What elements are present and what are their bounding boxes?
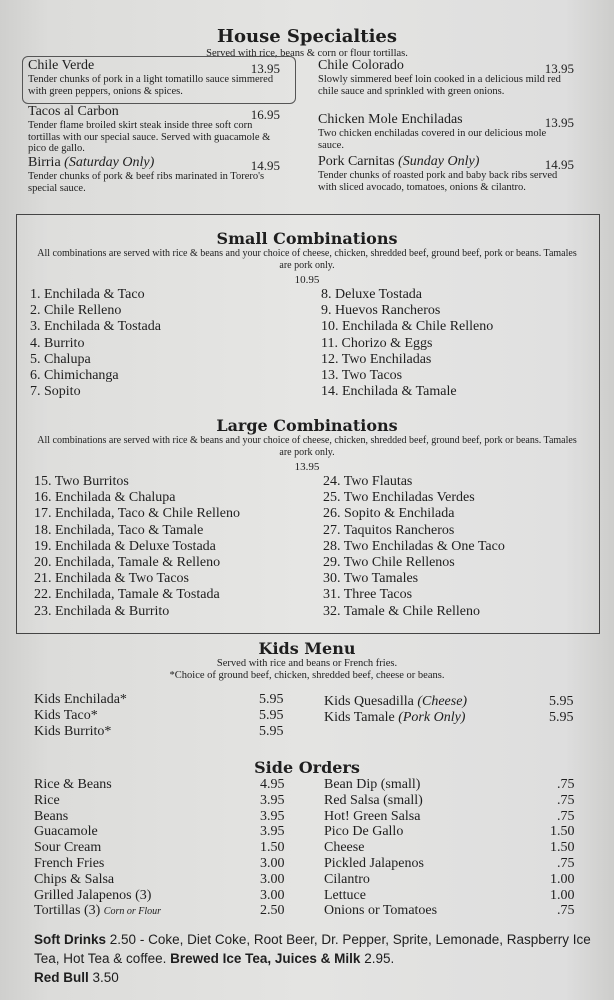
list-item: 18. Enchilada, Taco & Tamale [34, 522, 204, 538]
list-item [324, 809, 584, 825]
list-item: 17. Enchilada, Taco & Chile Relleno [34, 506, 240, 522]
item-price: 1.00 [550, 887, 575, 903]
list-item [324, 856, 584, 872]
item-name [28, 155, 280, 171]
item-name: Tacos al Carbon [28, 104, 119, 119]
kids-menu-right-list [324, 694, 580, 726]
item-price: .75 [557, 808, 575, 824]
item-name: Kids Enchilada* [34, 692, 127, 707]
item-name: French Fries [34, 855, 105, 871]
item-name: Beans [34, 808, 69, 824]
brewed-tea-label: Brewed Ice Tea, Juices & Milk [170, 951, 361, 966]
item-name: Chile Verde [28, 58, 95, 73]
item-name-text: Birria [28, 155, 61, 170]
list-item: 25. Two Enchiladas Verdes [323, 490, 475, 506]
item-price: 2.50 [260, 903, 285, 919]
item-price: 3.95 [260, 792, 285, 808]
large-combinations-right-list [323, 474, 505, 620]
item-name: Chips & Salsa [34, 871, 115, 887]
item-price: .75 [557, 792, 575, 808]
list-item: 30. Two Tamales [323, 571, 419, 587]
large-combinations-price: 13.95 [294, 461, 320, 473]
item-price: 5.95 [549, 709, 574, 725]
soft-drinks-list: - Coke, Diet Coke, Root Beer, Dr. Pepper, Sprite, Lemonade, Raspberry Ice Tea, Hot Tea & coffee. [34, 932, 591, 966]
item-note: (Cheese) [417, 694, 468, 709]
item-name: Bean Dip (small) [324, 777, 421, 792]
item-price: 4.95 [260, 777, 285, 792]
item-price: 14.95 [250, 158, 280, 173]
list-item: 32. Tamale & Chile Relleno [323, 603, 481, 619]
list-item: 16. Enchilada & Chalupa [34, 490, 176, 506]
list-item [34, 888, 294, 904]
brewed-tea-price: 2.95. [364, 951, 395, 966]
small-combinations-description: All combinations are served with rice & beans and your choice of cheese, chicken, shredded beef, ground beef, pork or beans. Tamales are pork only. [37, 248, 577, 271]
item-description: Tender chunks of pork & beef ribs marinated in Torero's special sauce. [28, 171, 265, 194]
item-price: 3.95 [260, 824, 285, 840]
list-item: 13. Two Tacos [321, 368, 403, 384]
list-item: 4. Burrito [30, 335, 85, 351]
item-name: Rice [34, 792, 60, 808]
list-item [34, 903, 294, 920]
list-item: 23. Enchilada & Burrito [34, 603, 170, 619]
house-specialties-title: House Specialties [216, 26, 398, 47]
item-price: 1.50 [550, 824, 575, 840]
list-item: 31. Three Tacos [323, 587, 413, 603]
item-name: Rice & Beans [34, 777, 112, 792]
soft-drinks-label: Soft Drinks [34, 932, 107, 947]
list-item: 11. Chorizo & Eggs [321, 335, 433, 351]
list-item [324, 793, 584, 809]
list-item [34, 724, 286, 740]
item-price: .75 [557, 903, 575, 919]
list-item [324, 888, 584, 904]
list-item [34, 856, 294, 872]
list-item: 2. Chile Relleno [30, 303, 122, 319]
item-name-text: Pork Carnitas [318, 154, 395, 169]
list-item: 14. Enchilada & Tamale [321, 384, 457, 400]
menu-item-chile-colorado [318, 58, 574, 97]
list-item [34, 840, 294, 856]
item-price: 1.00 [550, 871, 575, 887]
list-item: 12. Two Enchiladas [321, 351, 432, 367]
kids-menu-left-list [34, 692, 286, 739]
item-name: Kids Taco* [34, 707, 98, 723]
item-name-note: (Sunday Only) [398, 154, 480, 169]
item-price: 5.95 [549, 694, 574, 709]
list-item: 29. Two Chile Rellenos [323, 555, 455, 571]
menu-item-chicken-mole-enchiladas [318, 112, 574, 151]
item-name: Guacamole [34, 824, 98, 840]
side-orders-right-list [324, 777, 584, 919]
list-item: 27. Taquitos Rancheros [323, 522, 455, 538]
list-item [324, 903, 584, 919]
item-price: .75 [557, 777, 575, 792]
item-price: 1.50 [260, 840, 285, 856]
large-combinations-left-list [34, 474, 240, 620]
list-item [34, 793, 294, 809]
list-item: 15. Two Burritos [34, 474, 129, 489]
menu-item-chile-verde [28, 58, 280, 97]
menu-item-pork-carnitas [318, 154, 574, 193]
item-description: Slowly simmered beef loin cooked in a delicious mild red chile sauce and sprinkled with green onions. [318, 74, 561, 97]
soft-drinks-price: 2.50 [109, 932, 137, 947]
item-name: Lettuce [324, 887, 366, 903]
list-item [324, 872, 584, 888]
list-item [324, 824, 584, 840]
list-item: 22. Enchilada, Tamale & Tostada [34, 587, 220, 603]
item-name: Red Salsa (small) [324, 792, 423, 808]
red-bull-price: 3.50 [92, 970, 119, 985]
item-name: Pico De Gallo [324, 824, 404, 840]
item-description: Tender flame broiled skirt steak inside three soft corn tortillas with our special sauce. Served with guacamole & pico de gallo. [28, 120, 271, 154]
item-price: 5.95 [259, 723, 284, 739]
item-name: Onions or Tomatoes [324, 903, 438, 919]
small-combinations-right-list [321, 287, 493, 400]
menu-item-tacos-al-carbon [28, 104, 280, 155]
list-item [34, 692, 286, 708]
item-price: 3.00 [260, 871, 285, 887]
item-name: Kids Tamale [324, 709, 395, 725]
list-item [34, 872, 294, 888]
list-item: 21. Enchilada & Two Tacos [34, 571, 189, 587]
list-item [324, 777, 584, 793]
side-orders-title: Side Orders [254, 758, 360, 777]
item-name: Tortillas (3) [34, 903, 101, 919]
item-price: 3.00 [260, 855, 285, 871]
list-item [324, 840, 584, 856]
list-item: 6. Chimichanga [30, 368, 119, 384]
item-note: (Pork Only) [398, 709, 466, 725]
item-name-note: (Saturday Only) [64, 155, 155, 170]
item-price: 3.95 [260, 808, 285, 824]
item-name: Chile Colorado [318, 58, 404, 73]
item-price: 13.95 [544, 61, 574, 76]
small-combinations-price: 10.95 [294, 274, 320, 286]
item-price: 13.95 [544, 115, 574, 130]
item-description: Tender chunks of pork in a light tomatillo sauce simmered with green peppers, onions & spices. [28, 74, 274, 97]
item-price: 16.95 [250, 107, 280, 122]
item-price: 5.95 [259, 707, 284, 723]
list-item: 7. Sopito [30, 384, 81, 400]
item-price: .75 [557, 855, 575, 871]
list-item: 26. Sopito & Enchilada [323, 506, 455, 522]
list-item: 20. Enchilada, Tamale & Relleno [34, 555, 221, 571]
list-item [34, 809, 294, 825]
item-name [318, 154, 574, 170]
drinks-section [34, 930, 594, 987]
list-item [34, 777, 294, 793]
item-price: 13.95 [250, 61, 280, 76]
item-description: Tender chunks of roasted pork and baby back ribs served with sliced avocado, tomatoes, onions & cilantro. [318, 170, 558, 193]
side-orders-left-list [34, 777, 294, 920]
list-item: 8. Deluxe Tostada [321, 287, 423, 302]
item-name: Pickled Jalapenos [324, 855, 424, 871]
list-item [324, 710, 580, 726]
list-item [324, 694, 580, 710]
item-price: 3.00 [260, 887, 285, 903]
list-item: 1. Enchilada & Taco [30, 287, 145, 302]
house-specialties-subtitle: Served with rice, beans & corn or flour tortillas. [206, 48, 408, 59]
list-item: 28. Two Enchiladas & One Taco [323, 538, 505, 554]
list-item: 10. Enchilada & Chile Relleno [321, 319, 494, 335]
item-price: 14.95 [544, 157, 574, 172]
list-item [34, 824, 294, 840]
small-combinations-left-list [30, 287, 161, 400]
item-name: Hot! Green Salsa [324, 808, 421, 824]
list-item: 9. Huevos Rancheros [321, 303, 441, 319]
small-combinations-title: Small Combinations [216, 229, 398, 248]
list-item: 24. Two Flautas [323, 474, 413, 489]
item-name: Cheese [324, 840, 365, 856]
menu-item-birria [28, 155, 280, 194]
list-item: 3. Enchilada & Tostada [30, 319, 161, 335]
item-price: 1.50 [550, 840, 575, 856]
large-combinations-description: All combinations are served with rice & beans and your choice of cheese, chicken, shredded beef, ground beef, pork or beans. Tamales are pork only. [37, 435, 577, 458]
item-name: Sour Cream [34, 840, 102, 856]
red-bull-label: Red Bull [34, 970, 89, 985]
kids-menu-description-2: *Choice of ground beef, chicken, shredded beef, cheese or beans. [169, 670, 445, 681]
item-name: Kids Burrito* [34, 723, 112, 739]
item-description: Two chicken enchiladas covered in our delicious mole sauce. [318, 128, 547, 151]
list-item: 5. Chalupa [30, 351, 91, 367]
item-note: Corn or Flour [103, 906, 162, 918]
large-combinations-title: Large Combinations [216, 416, 398, 435]
item-name: Chicken Mole Enchiladas [318, 112, 463, 127]
item-price: 5.95 [259, 692, 284, 707]
kids-menu-description-1: Served with rice and beans or French fries. [216, 658, 398, 669]
item-name: Cilantro [324, 871, 370, 887]
kids-menu-title: Kids Menu [258, 639, 356, 658]
list-item: 19. Enchilada & Deluxe Tostada [34, 538, 216, 554]
item-name: Grilled Jalapenos (3) [34, 887, 152, 903]
item-name: Kids Quesadilla [324, 694, 414, 709]
list-item [34, 708, 286, 724]
